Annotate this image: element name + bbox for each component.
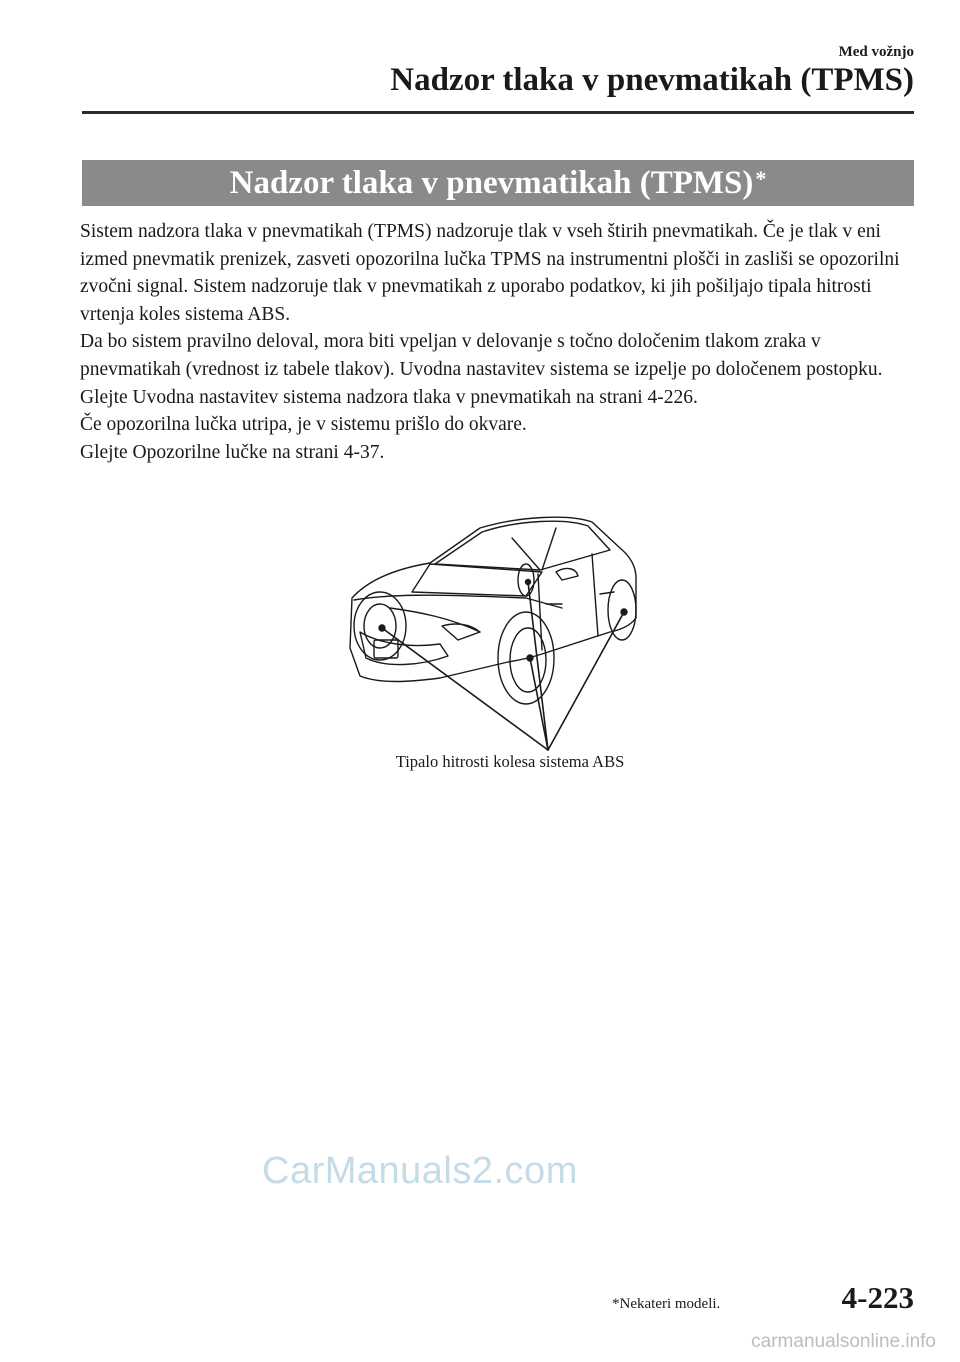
paragraph: Da bo sistem pravilno deloval, mora biti vpeljan v delovanje s točno določenim tlakom zraka v pnevmatikah (vrednost iz tabele tlakov). Uvodna nastavitev sistema se izpelje po določenem postopku. — [80, 331, 883, 380]
page-number: 4-223 — [841, 1280, 914, 1315]
header-divider — [82, 111, 914, 114]
section-banner — [82, 160, 914, 206]
footnote-marker: * — [755, 166, 767, 191]
paragraph: Glejte Opozorilne lučke na strani 4-37. — [80, 441, 385, 463]
footer-site-link[interactable]: carmanualsonline.info — [751, 1331, 936, 1352]
header-title: Nadzor tlaka v pnevmatikah (TPMS) — [390, 62, 914, 98]
watermark: CarManuals2.com — [262, 1150, 578, 1192]
paragraph: Glejte Uvodna nastavitev sistema nadzora tlaka v pnevmatikah na strani 4-226. — [80, 386, 698, 408]
car-drawing — [330, 508, 650, 758]
section-title: Nadzor tlaka v pnevmatikah (TPMS) — [229, 164, 754, 201]
header-section-label: Med vožnjo — [838, 44, 914, 60]
paragraph: Sistem nadzora tlaka v pnevmatikah (TPMS) nadzoruje tlak v vseh štirih pnevmatikah. Če je tlak v eni izmed pnevmatik prenizek, zasveti opozorilna lučka TPMS na instrumentni plošči in zasliši se opozorilni zvočni signal. Sistem nadzoruje tlak v pnevmatikah z uporabo podatkov, ki jih pošiljajo tipala hitrosti vrtenja koles sistema ABS. — [80, 221, 900, 325]
paragraph: Če opozorilna lučka utripa, je v sistemu prišlo do okvare. — [80, 414, 527, 436]
footnote: *Nekateri modeli. — [612, 1296, 721, 1312]
body-text — [80, 218, 916, 466]
figure-caption: Tipalo hitrosti kolesa sistema ABS — [395, 752, 625, 771]
